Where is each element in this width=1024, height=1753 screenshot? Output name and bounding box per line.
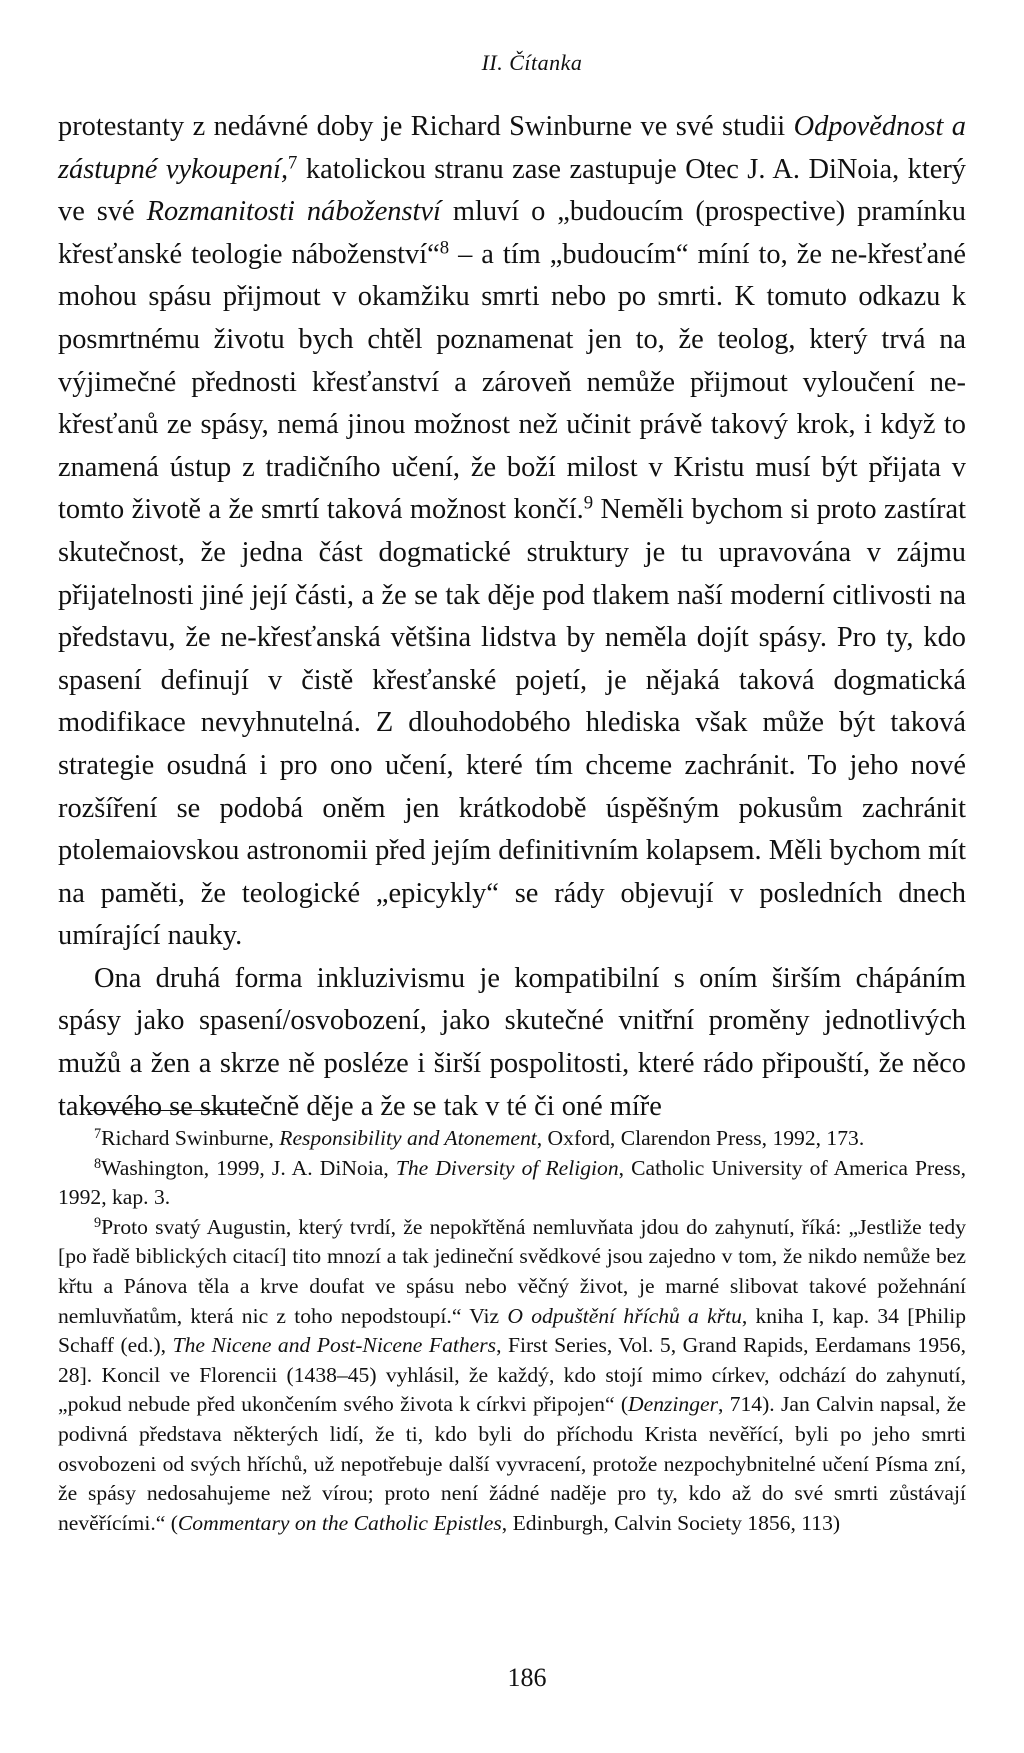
- footnote-9: [58, 1213, 966, 1539]
- footnote-ref-9: 9: [583, 492, 594, 514]
- paragraph-2: Ona druhá forma inkluzivismu je kompatibilní s oním širším chápáním spásy jako spasení/osvobození, jako skutečné vnitřní proměny jednotlivých mužů a žen a skrze ně posléze i širší pospolitosti, které rádo připouští, že něco takového se skutečně děje a že se tak v té či oné míře: [58, 962, 966, 1122]
- paragraph-1-text-d: – a tím „budoucím“ míní to, že ne-křesťané mohou spásu přijmout v okamžiku smrti nebo po smrti. K tomuto odkazu k posmrtnému životu bych chtěl poznamenat jen to, že teolog, který trvá na výjimečné přednosti křesťanství a zároveň nemůže přijmout vyloučení ne-křesťanů ze spásy, nemá jinou možnost než učinit právě takový krok, i když to znamená ústup z tradičního učení, že boží milost v Kristu musí být přijata v tomto životě a že smrtí taková možnost končí.: [58, 238, 966, 526]
- footnote-9-title-2: The Nicene and Post-Nicene Fathers: [172, 1333, 497, 1358]
- footnotes: [58, 1124, 966, 1538]
- running-head: [0, 50, 1024, 76]
- paragraph-1-text-c: mluví o „budoucím (prospective) pramínku křesťanské teologie náboženství“: [58, 196, 966, 270]
- paragraph-1-text-b: katolickou stranu zase zastupuje Otec J. A. DiNoia, který ve své: [58, 153, 967, 228]
- footnote-9-text-a: Proto svatý Augustin, který tvrdí, že nepokřtěná nemluvňata jdou do zahynutí, říká: „Jestliže tedy [po řadě biblických citací] tito mnozí a tak jedineční svědkové jsou zajedno v tom, že nikdo nemůže bez křtu a Pánova těla a krve doufat ve spásu nebo věčný život, je marné slibovat takové požehnání nemluvňatům, která nic z toho nepodstoupí.“ Viz: [58, 1214, 966, 1328]
- page-number: [0, 1663, 1024, 1693]
- paragraph-1-title-italic-2: Rozmanitosti náboženství: [146, 196, 441, 228]
- footnote-ref-8: 8: [439, 237, 450, 259]
- footnote-7-text-b: , Oxford, Clarendon Press, 1992, 173.: [536, 1126, 865, 1150]
- footnote-8: [58, 1154, 966, 1213]
- footnote-8-text-b: , Catholic University of America Press, 1992, kap. 3.: [58, 1155, 966, 1210]
- footnote-7-title: Responsibility and Atonement: [279, 1126, 537, 1150]
- footnote-divider: [90, 1110, 260, 1111]
- footnote-9-text-e: , Edinburgh, Calvin Society 1856, 113): [501, 1510, 841, 1535]
- main-text: [58, 106, 966, 1128]
- footnote-9-title-4: Commentary on the Catholic Epistles: [177, 1510, 502, 1535]
- footnote-9-number: 9: [94, 1214, 102, 1231]
- footnote-8-title: The Diversity of Religion: [395, 1155, 619, 1180]
- footnote-9-title-3: Denzinger: [628, 1392, 718, 1417]
- paragraph-1-text-e: Neměli bychom si proto zastírat skutečnost, že jedna část dogmatické struktury je tu upravována v zájmu přijatelnosti jiné její části, a že se tak děje pod tlakem naší moderní citlivosti na představu, že ne-křesťanská většina lidstva by neměla dojít spásy. Pro ty, kdo spasení definují v čistě křesťanské pojetí, je nějaká taková dogmatická modifikace nevyhnutelná. Z dlouhodobého hlediska však může být taková strategie osudná i pro ono učení, které tím chceme zachránit. To jeho nové rozšíření se podobá oněm jen krátkodobě úspěšným pokusům zachránit ptolemaiovskou astronomii před jejím definitivním kolapsem. Měli bychom mít na paměti, že teologické „epicykly“ se rády objevují v posledních dnech umírající nauky.: [58, 494, 966, 952]
- footnote-8-number: 8: [94, 1155, 102, 1172]
- footnote-7-text-a: Richard Swinburne,: [101, 1126, 280, 1150]
- footnote-9-title-1: O odpuštění hříchů a křtu: [507, 1303, 742, 1328]
- paragraph-1: [58, 106, 966, 958]
- footnote-7-number: 7: [94, 1125, 102, 1142]
- footnote-9-text-b: , kniha I, kap. 34 [Philip Schaff (ed.),: [58, 1303, 967, 1358]
- paragraph-1-title-italic: Odpovědnost a zástupné vykoupení,: [58, 111, 967, 185]
- footnote-7: [58, 1124, 966, 1154]
- paragraph-1-text-a: protestanty z nedávné doby je Richard Swinburne ve své studii: [58, 111, 794, 142]
- footnote-8-text-a: Washington, 1999, J. A. DiNoia,: [101, 1155, 396, 1180]
- footnote-9-text-d: , 714). Jan Calvin napsal, že podivná představa některých lidí, že ti, kdo byli do příchodu Krista nevěřící, byli po jeho smrti osvobozeni od svých hříchů, už nepotřebuje další vyvracení, protože nezpochybnitelné učení Písma zní, že spásy nedosahujeme než vírou; proto není žádné naděje pro ty, kdo až do své smrti zůstávají nevěřícími.“ (: [58, 1392, 966, 1535]
- page-number-text: 186: [507, 1663, 547, 1692]
- running-head-text: II. Čítanka: [481, 50, 583, 75]
- footnote-9-text-c: , First Series, Vol. 5, Grand Rapids, Eerdamans 1956, 28]. Koncil ve Florencii (1438–45) vyhlásil, že každý, kdo stojí mimo církev, odchází do zahynutí, „pokud nebude před ukončením svého života k církvi připojen“ (: [58, 1333, 967, 1417]
- footnote-ref-7: 7: [288, 152, 298, 174]
